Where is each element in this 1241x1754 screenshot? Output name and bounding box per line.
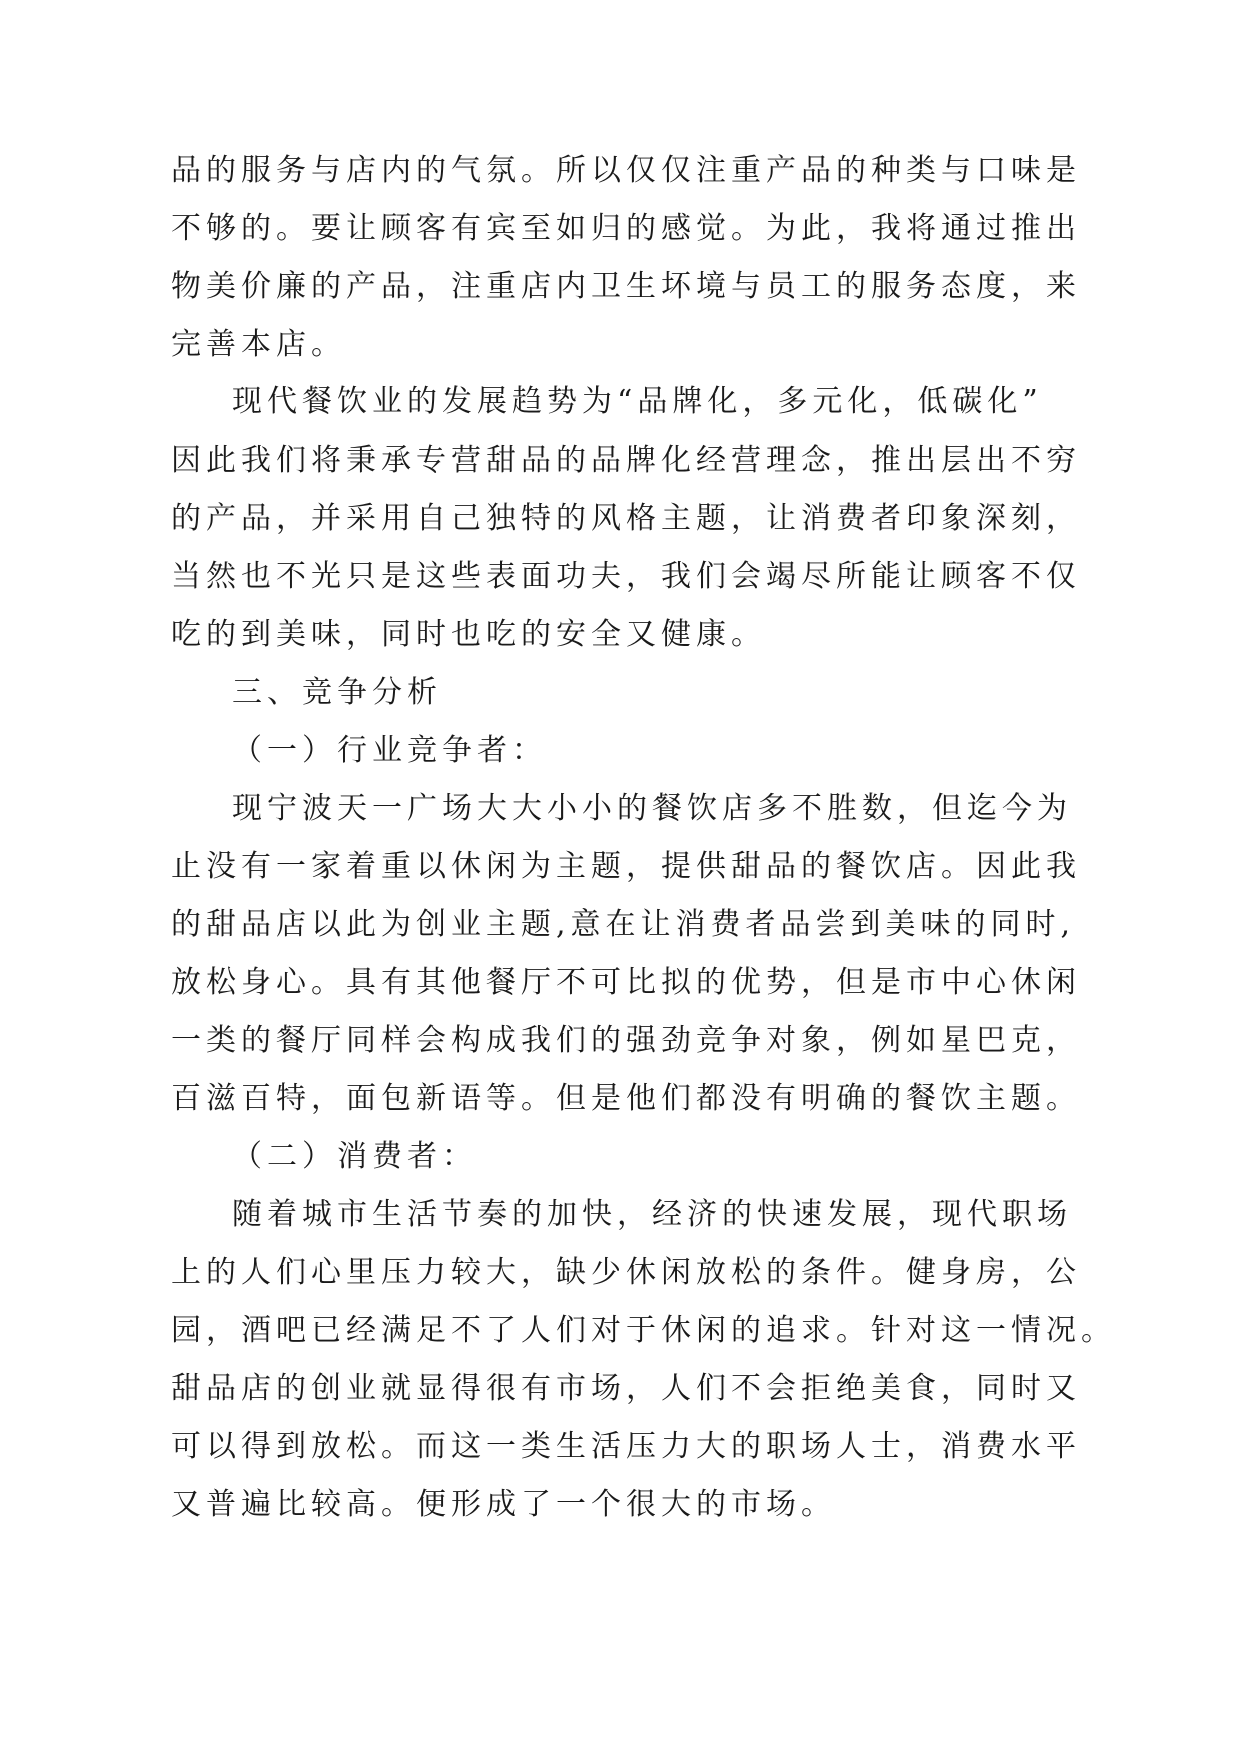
body-text-line: 现代餐饮业的发展趋势为“品牌化，多元化，低碳化”	[232, 384, 1043, 419]
section-heading: 三、竞争分析	[232, 675, 442, 710]
subsection-heading: （二）消费者：	[232, 1139, 477, 1174]
body-text-line: 一类的餐厅同样会构成我们的强劲竞争对象，例如星巴克，	[171, 1023, 1081, 1058]
body-text-line: 吃的到美味，同时也吃的安全又健康。	[171, 617, 766, 652]
body-text-line: 园，酒吧已经满足不了人们对于休闲的追求。针对这一情况。	[171, 1313, 1116, 1348]
body-text-line: 又普遍比较高。便形成了一个很大的市场。	[171, 1487, 836, 1522]
body-text-line: 放松身心。具有其他餐厅不可比拟的优势，但是市中心休闲	[171, 965, 1081, 1000]
body-text-line: 当然也不光只是这些表面功夫，我们会竭尽所能让顾客不仅	[171, 559, 1081, 594]
body-text-line: 的甜品店以此为创业主题,意在让消费者品尝到美味的同时,	[171, 907, 1076, 942]
body-text-line: 现宁波天一广场大大小小的餐饮店多不胜数，但迄今为	[232, 791, 1072, 826]
body-text-line: 的产品，并采用自己独特的风格主题，让消费者印象深刻，	[171, 501, 1081, 536]
body-text-line: 物美价廉的产品，注重店内卫生坏境与员工的服务态度，来	[171, 269, 1081, 304]
body-text-line: 百滋百特，面包新语等。但是他们都没有明确的餐饮主题。	[171, 1081, 1081, 1116]
body-text-line: 不够的。要让顾客有宾至如归的感觉。为此，我将通过推出	[171, 211, 1081, 246]
body-text-line: 随着城市生活节奏的加快，经济的快速发展，现代职场	[232, 1197, 1072, 1232]
subsection-heading: （一）行业竞争者：	[232, 733, 547, 768]
body-text-line: 品的服务与店内的气氛。所以仅仅注重产品的种类与口味是	[171, 153, 1081, 188]
body-text-line: 完善本店。	[171, 327, 346, 362]
body-text-line: 可以得到放松。而这一类生活压力大的职场人士，消费水平	[171, 1429, 1081, 1464]
body-text-line: 上的人们心里压力较大，缺少休闲放松的条件。健身房，公	[171, 1255, 1081, 1290]
body-text-line: 止没有一家着重以休闲为主题，提供甜品的餐饮店。因此我	[171, 849, 1081, 884]
body-text-line: 因此我们将秉承专营甜品的品牌化经营理念，推出层出不穷	[171, 443, 1081, 478]
body-text-line: 甜品店的创业就显得很有市场，人们不会拒绝美食，同时又	[171, 1371, 1081, 1406]
